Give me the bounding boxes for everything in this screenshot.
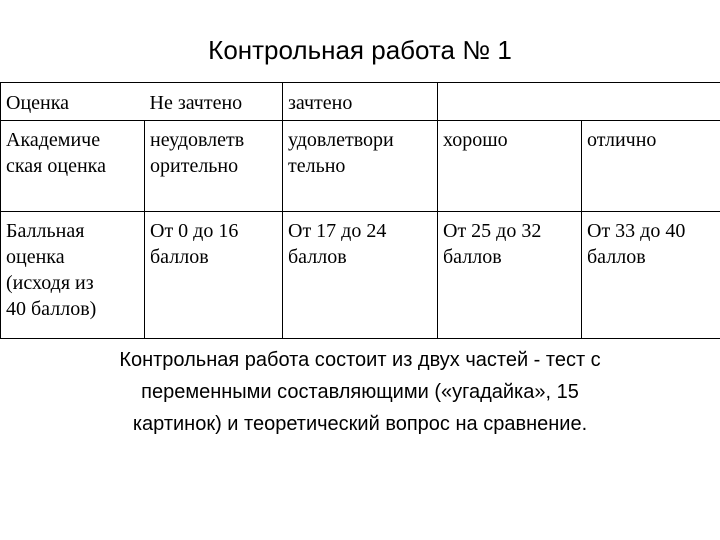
cell-satisfactory bbox=[283, 121, 438, 212]
description-text bbox=[20, 344, 700, 440]
cell-line: От 17 до 24 bbox=[288, 220, 387, 242]
header-cell-grade: Оценка bbox=[1, 83, 145, 121]
header-cell-empty bbox=[438, 83, 720, 121]
cell-line: От 25 до 32 bbox=[443, 220, 542, 242]
cell-points-33-40 bbox=[582, 212, 720, 339]
cell-line: баллов bbox=[443, 246, 502, 268]
cell-line: От 33 до 40 bbox=[587, 220, 686, 242]
cell-line: ская оценка bbox=[6, 155, 106, 177]
header-cell-passed: зачтено bbox=[283, 83, 438, 121]
row-label-academic-grade bbox=[1, 121, 145, 212]
cell-line: удовлетвори bbox=[288, 129, 394, 151]
cell-good bbox=[438, 121, 582, 212]
header-cell-not-passed: Не зачтено bbox=[145, 83, 283, 121]
row-label-point-grade bbox=[1, 212, 145, 339]
cell-line: отлично bbox=[587, 129, 657, 151]
cell-line: баллов bbox=[288, 246, 347, 268]
cell-excellent bbox=[582, 121, 720, 212]
cell-line: баллов bbox=[150, 246, 209, 268]
description-line: переменными составляющими («угадайка», 15 bbox=[141, 381, 579, 403]
cell-points-0-16 bbox=[145, 212, 283, 339]
table-row bbox=[1, 83, 720, 121]
cell-line: Балльная bbox=[6, 220, 85, 242]
cell-line: орительно bbox=[150, 155, 239, 177]
cell-line: тельно bbox=[288, 155, 346, 177]
description-line: картинок) и теоретический вопрос на сравнение. bbox=[132, 413, 588, 435]
cell-unsatisfactory bbox=[145, 121, 283, 212]
cell-line: Академиче bbox=[6, 129, 101, 151]
cell-points-17-24 bbox=[283, 212, 438, 339]
cell-line: хорошо bbox=[443, 129, 508, 151]
cell-line: От 0 до 16 bbox=[150, 220, 239, 242]
grading-table bbox=[0, 82, 720, 339]
cell-line: баллов bbox=[587, 246, 646, 268]
description-line: Контрольная работа состоит из двух частей - тест с bbox=[119, 349, 601, 371]
cell-line: оценка bbox=[6, 246, 65, 268]
cell-line: (исходя из bbox=[6, 272, 94, 294]
page-title: Контрольная работа № 1 bbox=[208, 35, 512, 65]
cell-line: 40 баллов) bbox=[6, 298, 97, 320]
table-row bbox=[1, 121, 720, 212]
table-row bbox=[1, 212, 720, 339]
cell-points-25-32 bbox=[438, 212, 582, 339]
cell-line: неудовлетв bbox=[150, 129, 245, 151]
